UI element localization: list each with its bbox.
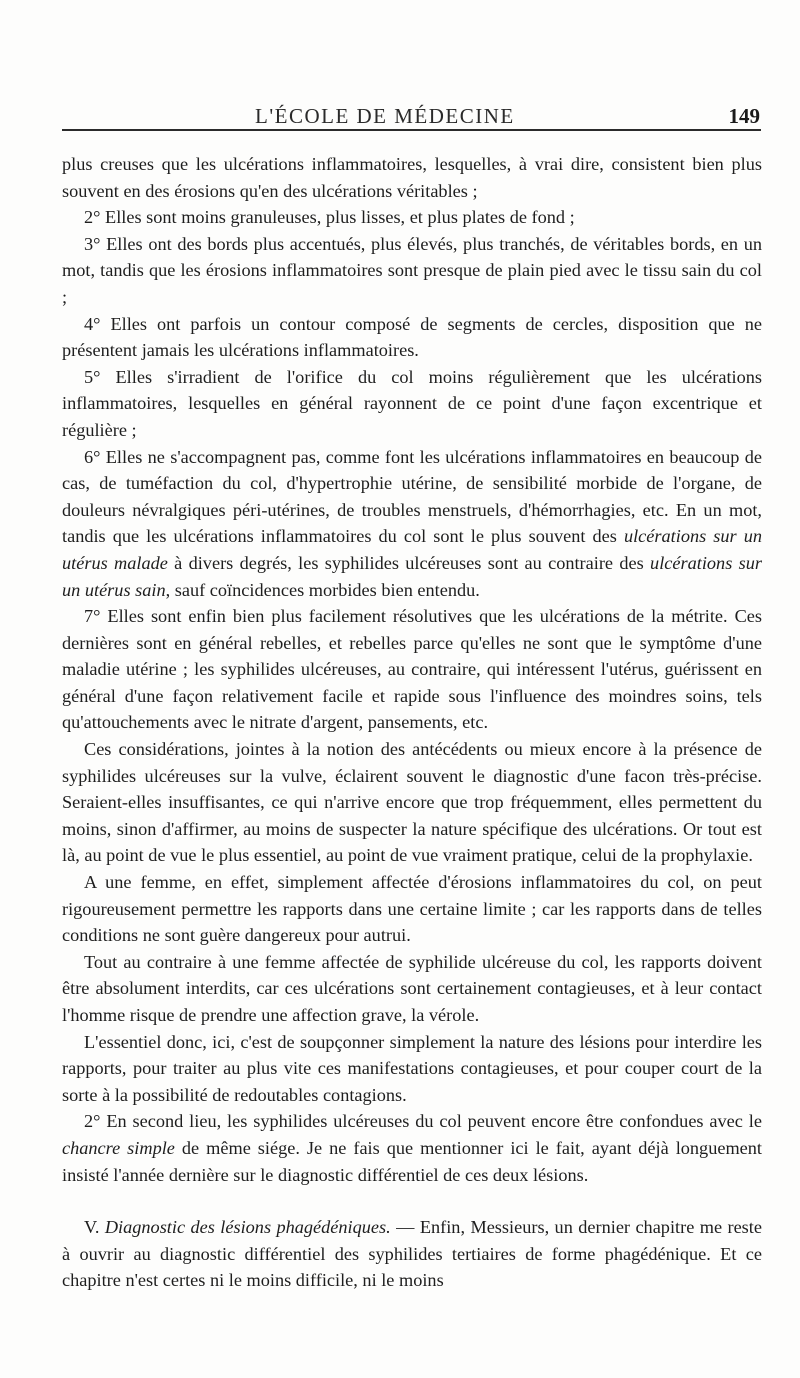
italic-phrase: ulcérations sur un utérus malade xyxy=(62,526,762,573)
text-run: 2° En second lieu, les syphilides ulcéreuses du col peuvent encore être confondues avec le xyxy=(84,1111,762,1132)
text-run: , sauf coïncidences morbides bien entendu. xyxy=(165,579,480,600)
text-run: 3° Elles ont des bords plus accentués, plus élevés, plus tranchés, de véritables bords, en un mot, tandis que les érosions inflammatoires sont presque de plain pied avec le tissu sain du col ; xyxy=(62,233,762,307)
paragraph-essentiel xyxy=(62,1029,762,1109)
text-run: 7° Elles sont enfin bien plus facilement résolutives que les ulcérations de la métrite. Ces dernières sont en général rebelles, et rebelles parce qu'elles ne sont que le symptôme d'une maladie utérine ; les syphilides ulcéreuses, au contraire, qui intéressent l'utérus, guérissent en général d'une façon relativement facile et rapide sous l'influence des moindres soins, tels qu'attouchements avec le nitrate d'argent, pansements, etc. xyxy=(62,606,762,733)
running-header xyxy=(60,104,760,130)
text-run: 5° Elles s'irradient de l'orifice du col moins régulièrement que les ulcérations inflammatoires, lesquelles en général rayonnent de ce point d'une façon excentrique et régulière ; xyxy=(62,366,762,440)
paragraph-item-2 xyxy=(62,204,762,231)
running-title: L'ÉCOLE DE MÉDECINE xyxy=(255,104,515,128)
paragraph-second xyxy=(62,1108,762,1188)
text-run: à divers degrés, les syphilides ulcéreuses sont au contraire des xyxy=(167,552,651,573)
text-run: 4° Elles ont parfois un contour composé de segments de cercles, disposition que ne présentent jamais les ulcérations inflammatoires. xyxy=(62,313,762,361)
paragraph-tout xyxy=(62,949,762,1029)
text-run: de même siége. Je ne fais que mentionner ici le fait, ayant déjà longuement insisté l'année dernière sur le diagnostic différentiel de ces deux lésions. xyxy=(62,1137,763,1185)
paragraph-femme xyxy=(62,869,762,949)
text-run: 6° Elles ne s'accompagnent pas, comme font les ulcérations inflammatoires en beaucoup de cas, de tuméfaction du col, d'hypertrophie utérine, de sensibilité morbide de l'organe, de douleurs névralgiques péri-utérines, de troubles menstruels, d'hémorrhagies, etc. En un mot, tandis que les ulcérations inflammatoires du col sont le plus souvent des xyxy=(62,446,762,547)
italic-phrase: chancre simple xyxy=(62,1137,175,1158)
paragraph-item-5 xyxy=(62,364,762,444)
text-run: Tout au contraire à une femme affectée de syphilide ulcéreuse du col, les rapports doivent être absolument interdits, car ces ulcérations sont certainement contagieuses, et à leur contact l'homme risque de prendre une affection grave, la vérole. xyxy=(62,951,762,1025)
paragraph-considerations xyxy=(62,736,762,869)
text-run: V. xyxy=(84,1217,105,1238)
text-run: A une femme, en effet, simplement affectée d'érosions inflammatoires du col, on peut rigoureusement permettre les rapports dans une certaine limite ; car les rapports dans de telles conditions ne sont guère dangereux pour autrui. xyxy=(62,872,762,946)
paragraph-item-3 xyxy=(62,231,762,311)
paragraph-item-4 xyxy=(62,311,762,364)
text-run: 2° Elles sont moins granuleuses, plus lisses, et plus plates de fond ; xyxy=(84,207,575,228)
paragraph-item-6 xyxy=(62,444,762,604)
text-run: L'essentiel donc, ici, c'est de soupçonner simplement la nature des lésions pour interdire les rapports, pour traiter au plus vite ces manifestations contagieuses, et pour couper court de la sorte à la possibilité de redoutables contagions. xyxy=(62,1031,762,1105)
paragraph-section-v xyxy=(62,1214,762,1294)
text-run: plus creuses que les ulcérations inflammatoires, lesquelles, à vrai dire, consistent bien plus souvent en des érosions qu'en des ulcérations véritables ; xyxy=(62,154,762,201)
header-rule xyxy=(62,129,761,131)
paragraph-continuation xyxy=(62,151,762,204)
paragraph-item-7 xyxy=(62,603,762,736)
text-run: — Enfin, Messieurs, un dernier chapitre me reste à ouvrir au diagnostic différentiel des syphilides tertiaires de forme phagédénique. Et ce chapitre n'est certes ni le moins difficile, ni le moins xyxy=(62,1217,762,1291)
italic-phrase: Diagnostic des lésions phagédéniques. xyxy=(104,1217,391,1238)
italic-phrase: ulcérations sur un utérus sain xyxy=(62,552,762,600)
page-number: 149 xyxy=(728,104,760,128)
text-run: Ces considérations, jointes à la notion des antécédents ou mieux encore à la présence de syphilides ulcéreuses sur la vulve, éclairent souvent le diagnostic d'une facon très-précise. Seraient-elles insuffisantes, ce qui n'arrive encore que trop fréquemment, elles permettent du moins, sinon d'affirmer, au moins de suspecter la nature spécifique des ulcérations. Or tout est là, au point de vue le plus essentiel, au point de vue vraiment pratique, celui de la prophylaxie. xyxy=(62,739,762,866)
body-text xyxy=(62,151,762,1294)
